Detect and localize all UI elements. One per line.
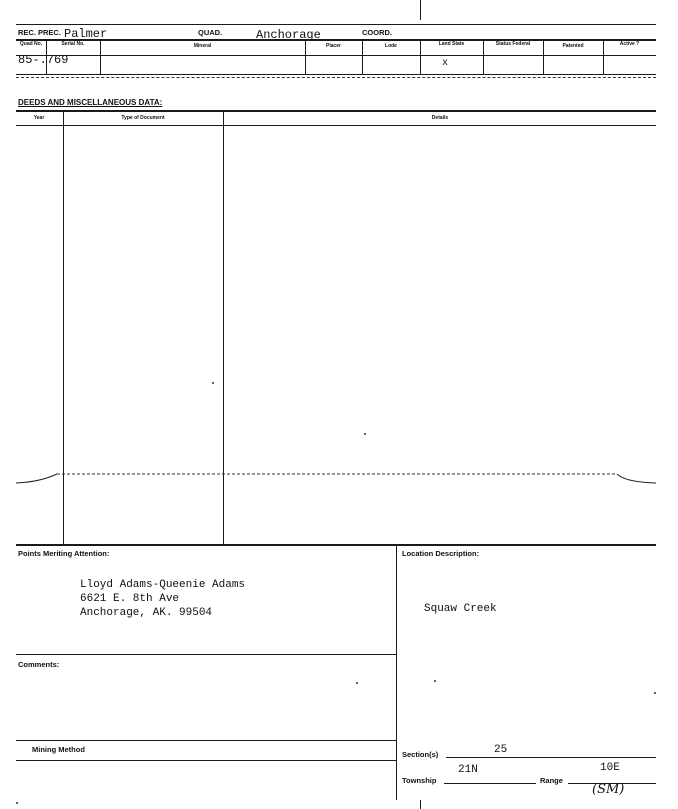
initials-handwritten: (SM) [592,782,625,797]
township-value: 21N [458,764,478,776]
rec-prec-label: REC. PREC. [18,28,61,37]
deeds-header-rule [16,125,656,126]
table-header-rule [16,55,656,56]
comments-label: Comments: [18,660,60,669]
deeds-title: DEEDS AND MISCELLANEOUS DATA: [18,98,163,107]
col-header-active: Active ? [619,41,640,47]
speck [654,692,656,694]
quad-label: QUAD. [198,28,223,37]
township-line [444,783,536,784]
mining-rule [16,740,396,741]
rec-prec-value: Palmer [64,27,108,41]
location-label: Location Description: [402,549,480,558]
table-bottom-rule [16,74,656,75]
col-header-serial-no: Serial No. [61,41,85,47]
bottom-section-rule [16,544,656,546]
speck [212,382,214,384]
points-line-1: Lloyd Adams-Queenie Adams [80,579,246,591]
col-header-land-state: Land State [438,41,465,47]
table-top-rule [16,39,656,41]
binding-mark-top [420,0,421,20]
col-header-placer: Placer [325,43,341,49]
deeds-col-year: Year [33,115,45,121]
col-header-lode: Lode [385,43,397,49]
col-header-quad-no: Quad No. [19,41,43,47]
range-value: 10E [600,762,620,774]
col-header-mineral: Mineral [193,43,212,49]
table-dashed-rule [16,77,656,78]
header-top-rule [16,24,656,25]
points-line-2: 6621 E. 8th Ave [80,593,180,605]
deeds-top-rule [16,110,656,112]
deeds-col-details: Details [431,115,449,121]
col-header-status-federal: Status Federal [495,41,531,47]
sections-label: Section(s) [402,750,439,759]
bottom-col-divider [396,545,397,800]
speck [364,433,366,435]
comments-rule [16,654,396,655]
points-label: Points Meriting Attention: [18,549,110,558]
sections-value: 25 [494,744,508,756]
township-label: Township [402,776,437,785]
quad-value: Anchorage [256,28,321,42]
speck [16,802,18,804]
seam-line [0,466,678,492]
speck [434,680,436,682]
coord-label: COORD. [362,28,392,37]
quad-serial-value: 85-.769 [18,53,69,67]
binding-mark-bottom [420,800,421,809]
col-header-patented: Patented [562,43,584,49]
location-value: Squaw Creek [424,603,497,615]
deeds-col-type: Type of Document [121,115,165,121]
speck [356,682,358,684]
land-state-mark: x [442,58,449,69]
mining-bottom-rule [16,760,396,761]
sections-line [446,757,656,758]
points-line-3: Anchorage, AK. 99504 [80,607,213,619]
range-label: Range [540,776,563,785]
mining-label: Mining Method [32,745,85,754]
